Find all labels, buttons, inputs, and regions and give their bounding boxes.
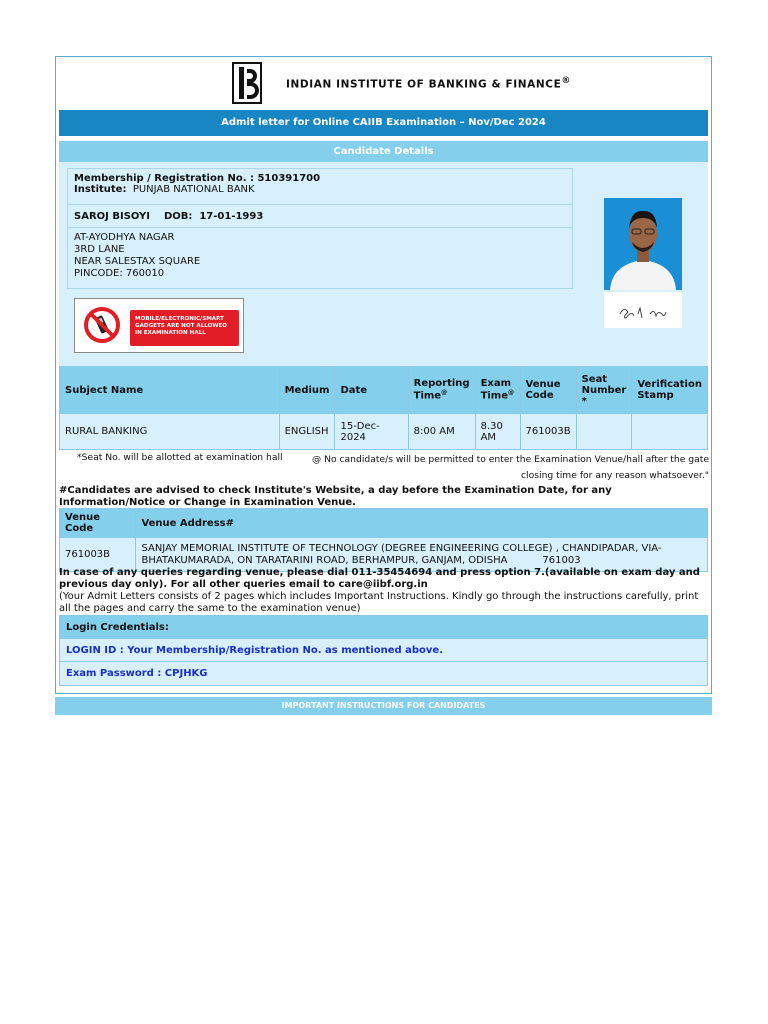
- registered-mark: ®: [561, 76, 571, 86]
- candidate-details-header: Candidate Details: [59, 141, 708, 162]
- col-venue-code: Venue Code: [520, 367, 576, 414]
- admit-letter-title: Admit letter for Online CAIIB Examination – Nov/Dec 2024: [59, 110, 708, 136]
- iibf-logo: [232, 62, 262, 104]
- query-contact: In case of any queries regarding venue, please dial 011-35454694 and press option 7.(available on exam day and previous day only). For all other queries email to care@iibf.org.in: [59, 567, 700, 590]
- exam-date: 15-Dec-2024: [335, 414, 408, 450]
- subject-name: RURAL BANKING: [60, 414, 280, 450]
- table-row: [60, 414, 708, 450]
- subject-table: [59, 366, 708, 450]
- address-line: AT-AYODHYA NAGAR: [74, 232, 175, 243]
- candidate-info-box: [67, 168, 573, 289]
- candidate-name: SAROJ BISOYI: [74, 211, 150, 222]
- venue-code: 761003B: [520, 414, 576, 450]
- col-venue-address: Venue Address#: [136, 509, 708, 538]
- dob-value: 17-01-1993: [199, 211, 264, 222]
- col-reporting-time: Reporting Time@: [408, 367, 475, 414]
- address-line: 3RD LANE: [74, 244, 125, 255]
- col-subject-name: Subject Name: [60, 367, 280, 414]
- query-info: [59, 567, 704, 615]
- exam-password: Exam Password : CPJHKG: [60, 662, 707, 685]
- gadget-warning: [74, 298, 244, 353]
- address-line: PINCODE: 760010: [74, 268, 165, 279]
- reporting-time: 8:00 AM: [408, 414, 475, 450]
- col-exam-time: Exam Time@: [475, 367, 520, 414]
- address-block: [68, 228, 572, 288]
- candidate-signature: [604, 292, 682, 328]
- no-phone-icon: [83, 306, 121, 344]
- institute-label: Institute:: [74, 184, 127, 195]
- exam-time: 8.30 AM: [475, 414, 520, 450]
- verification-stamp: [632, 414, 708, 450]
- important-instructions-header: IMPORTANT INSTRUCTIONS FOR CANDIDATES: [55, 697, 712, 715]
- login-id: LOGIN ID : Your Membership/Registration No. as mentioned above.: [60, 639, 707, 662]
- membership-number: Membership / Registration No. : 510391700: [74, 173, 321, 184]
- credentials-heading: Login Credentials:: [60, 616, 707, 639]
- venue-address-value: SANJAY MEMORIAL INSTITUTE OF TECHNOLOGY (DEGREE ENGINEERING COLLEGE) , CHANDIPADAR, VIA-BHATAKUMARADA, ON TARATARINI ROAD, BERHAMPUR, GANJAM, ODISHA 761003: [136, 538, 708, 572]
- membership-row: [68, 169, 572, 205]
- institute-value: PUNJAB NATIONAL BANK: [132, 184, 255, 195]
- venue-table-header: [60, 509, 708, 538]
- login-credentials: [59, 615, 708, 686]
- col-seat-number: Seat Number *: [576, 367, 632, 414]
- col-venue-code: Venue Code: [60, 509, 136, 538]
- header-logo-row: [232, 62, 571, 106]
- seat-number: [576, 414, 632, 450]
- venue-table: [59, 508, 708, 572]
- col-verification-stamp: Verification Stamp: [632, 367, 708, 414]
- gadget-warning-text: MOBILE/ELECTRONIC/SMART GADGETS ARE NOT ALLOWED IN EXAMINATION HALL: [130, 310, 239, 346]
- org-name-text: INDIAN INSTITUTE OF BANKING & FINANCE: [286, 78, 562, 91]
- medium: ENGLISH: [279, 414, 335, 450]
- gate-closing-note: @ No candidate/s will be permitted to enter the Examination Venue/hall after the gate closing time for any reason whatsoever.": [311, 454, 709, 481]
- venue-check-note: #Candidates are advised to check Institute's Website, a day before the Examination Date, for any Information/Notice or Change in Examination Venue.: [59, 485, 612, 508]
- name-dob-row: [68, 205, 572, 228]
- address-line: NEAR SALESTAX SQUARE: [74, 256, 201, 267]
- venue-code-value: 761003B: [60, 538, 136, 572]
- seat-note: *Seat No. will be allotted at examination hall: [77, 452, 283, 463]
- candidate-photo: [604, 198, 682, 290]
- dob-label: DOB:: [163, 211, 193, 222]
- col-date: Date: [335, 367, 408, 414]
- subject-table-header: [60, 367, 708, 414]
- col-medium: Medium: [279, 367, 335, 414]
- pages-note: (Your Admit Letters consists of 2 pages which includes Important Instructions. Kindly go through the instructions carefully, print all the pages and carry the same to the examination venue): [59, 591, 699, 614]
- org-name: [286, 76, 571, 91]
